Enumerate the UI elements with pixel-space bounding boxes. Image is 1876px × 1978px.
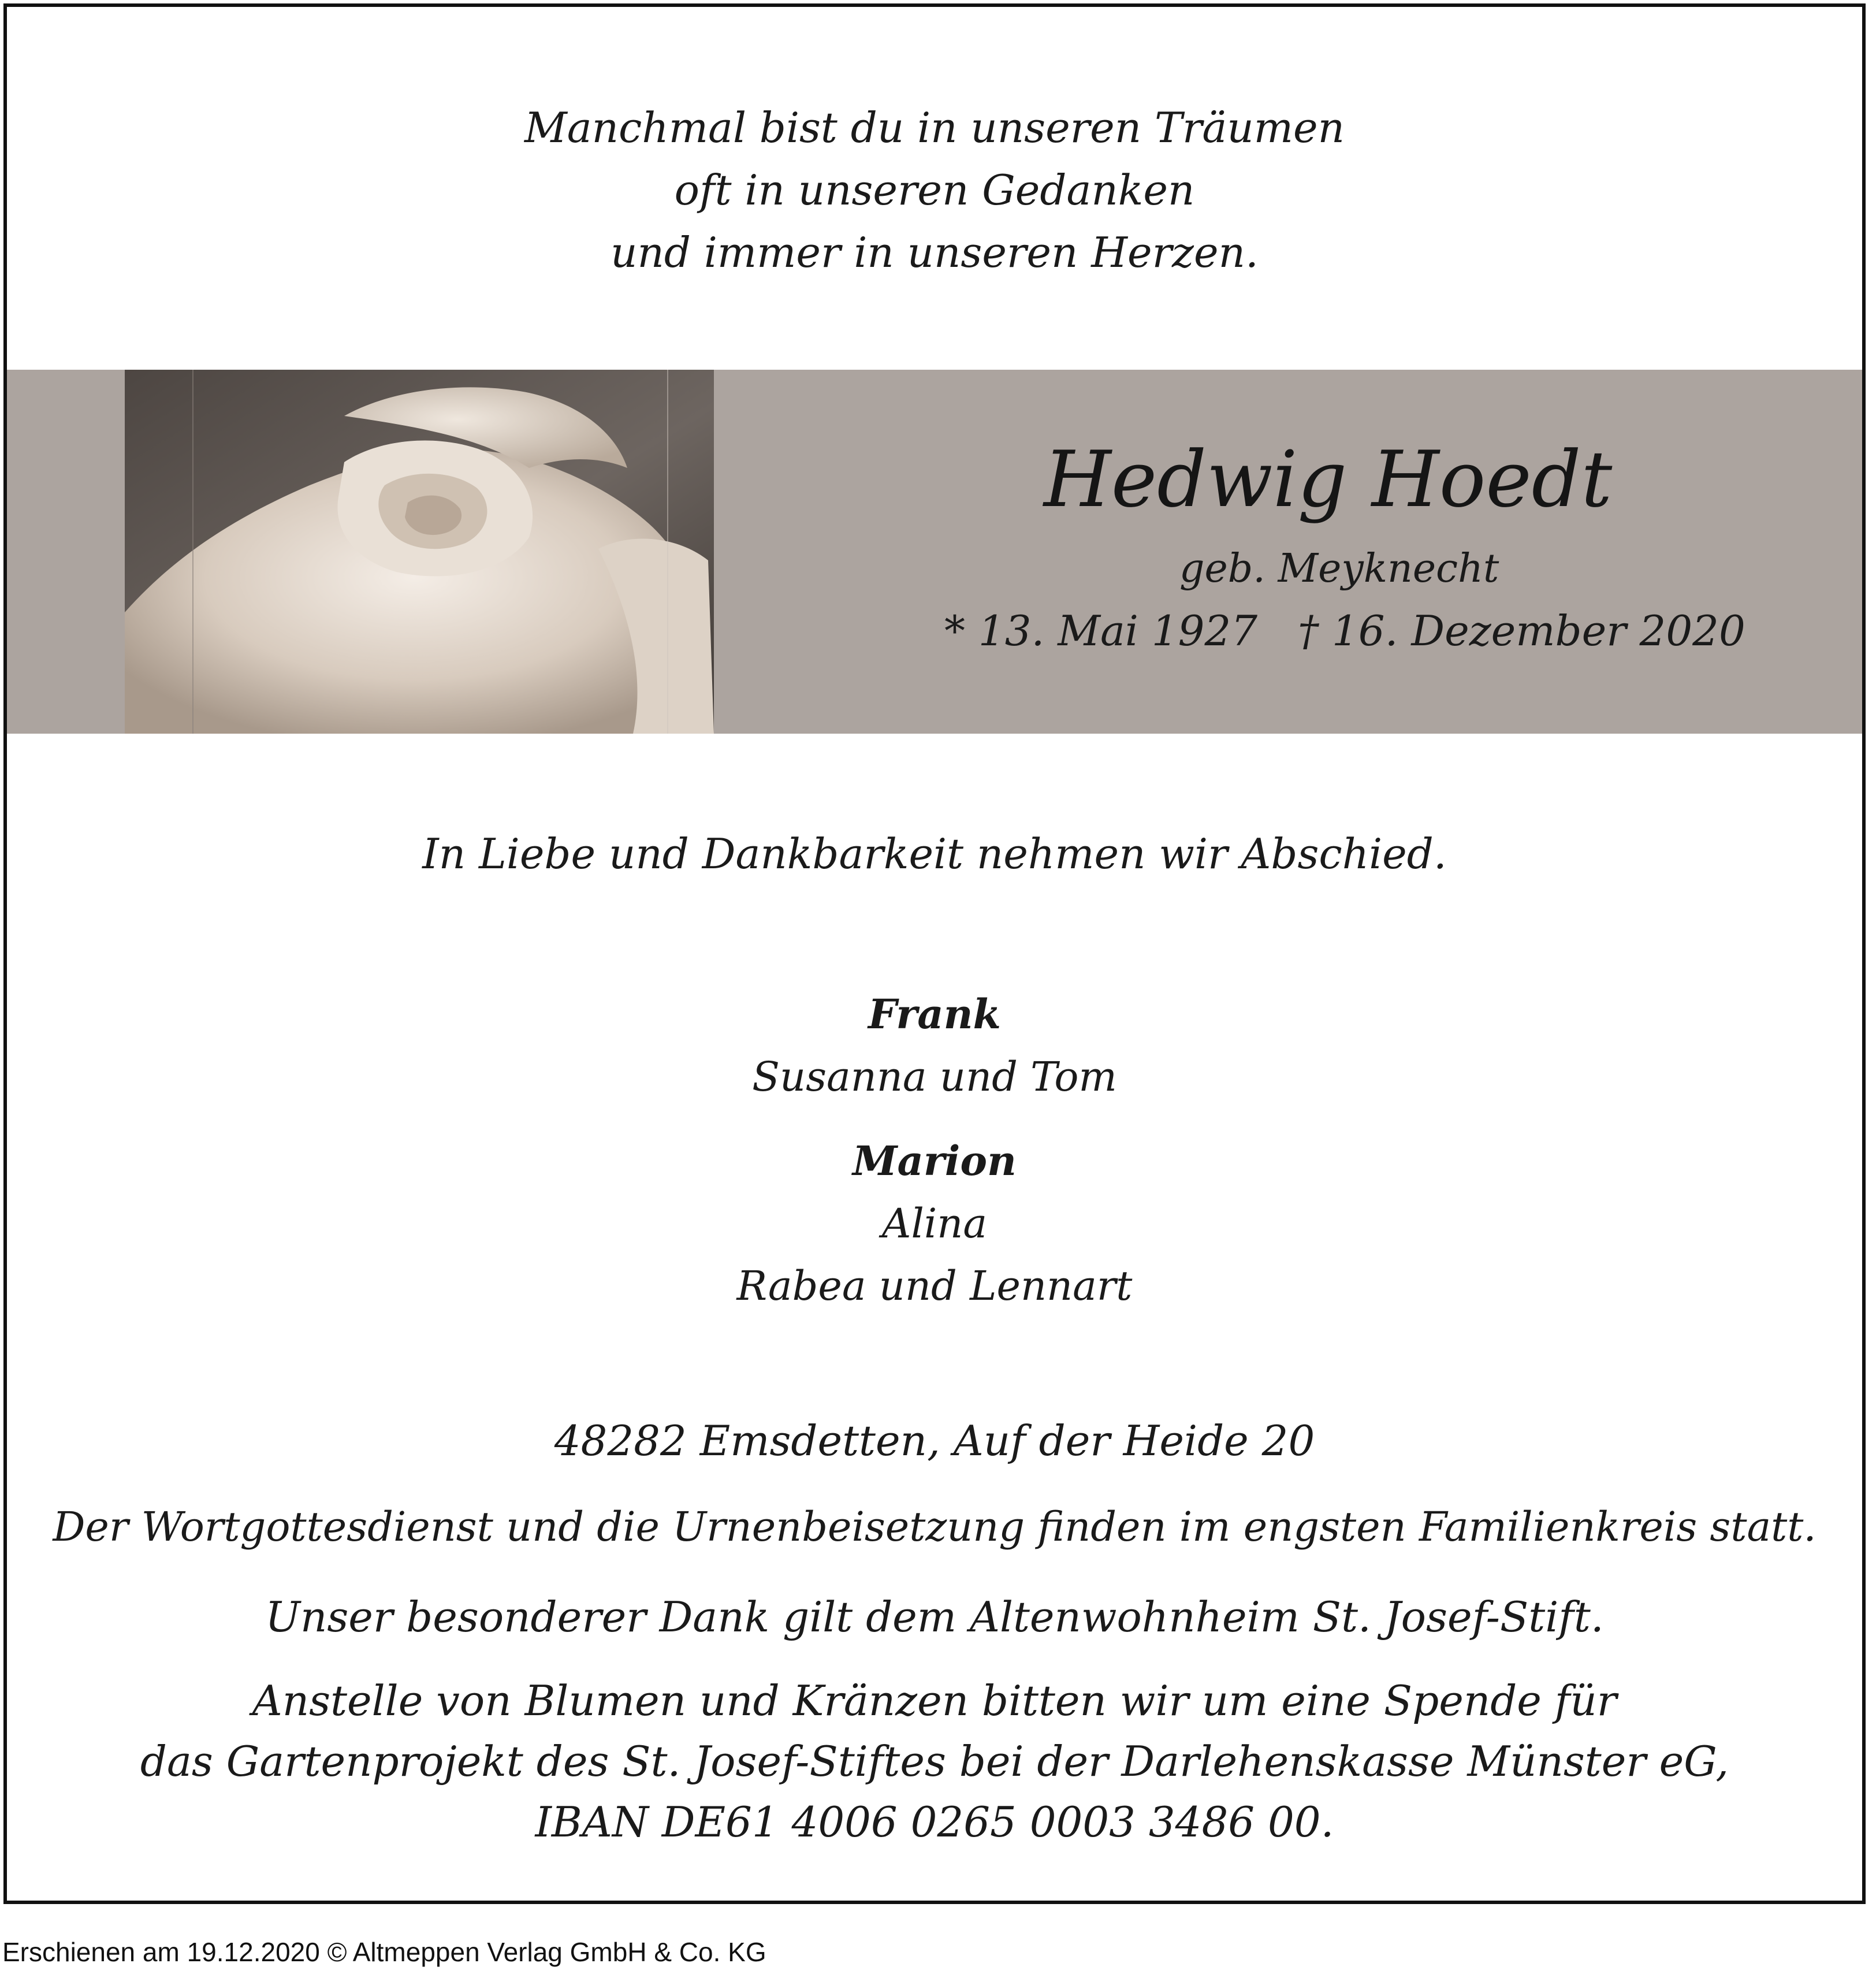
poem <box>7 96 1862 284</box>
maiden-name: geb. Meyknecht <box>1179 546 1499 592</box>
birth-date: * 13. Mai 1927 <box>944 607 1258 655</box>
family-line: Susanna und Tom <box>752 1053 1117 1100</box>
family-list <box>7 983 1862 1317</box>
poem-line-2: oft in unseren Gedanken <box>674 166 1195 214</box>
deceased-name: Hedwig Hoedt <box>1044 434 1613 525</box>
obituary-frame <box>3 3 1866 1904</box>
name-banner <box>7 370 1862 734</box>
family-line: Rabea und Lennart <box>736 1262 1133 1310</box>
death-date: † 16. Dezember 2020 <box>1298 607 1745 655</box>
publication-footer: Erschienen am 19.12.2020 © Altmeppen Verlag GmbH & Co. KG <box>2 1937 766 1967</box>
donation-line-3: IBAN DE61 4006 0265 0003 3486 00. <box>535 1798 1334 1846</box>
donation-line-2: das Gartenprojekt des St. Josef-Stiftes bei der Darlehenskasse Münster eG, <box>140 1737 1729 1786</box>
poem-line-1: Manchmal bist du in unseren Träumen <box>524 103 1345 152</box>
thanks-notice: Unser besonderer Dank gilt dem Altenwohnheim St. Josef-Stift. <box>265 1593 1604 1641</box>
family-line: Alina <box>881 1200 988 1247</box>
poem-line-3: und immer in unseren Herzen. <box>611 228 1259 277</box>
rose-photo <box>125 370 714 734</box>
family-name-frank: Frank <box>868 990 1002 1038</box>
service-notice: Der Wortgottesdienst und die Urnenbeisetzung finden im engsten Familienkreis statt. <box>53 1503 1817 1551</box>
life-dates <box>944 607 1745 655</box>
farewell-text: In Liebe und Dankbarkeit nehmen wir Abschied. <box>422 830 1447 878</box>
donation-notice <box>7 1671 1862 1853</box>
address: 48282 Emsdetten, Auf der Heide 20 <box>554 1416 1315 1465</box>
family-name-marion: Marion <box>853 1137 1017 1185</box>
donation-line-1: Anstelle von Blumen und Kränzen bitten wir um eine Spende für <box>252 1676 1617 1725</box>
